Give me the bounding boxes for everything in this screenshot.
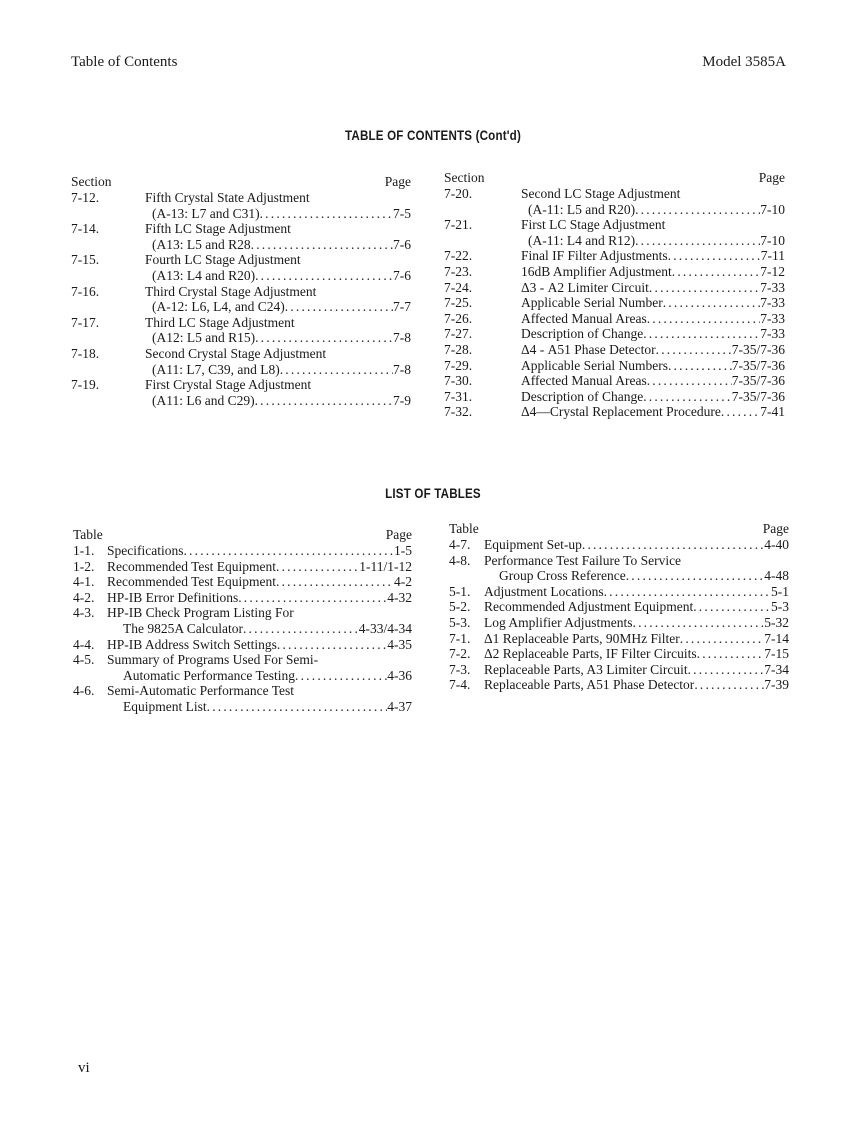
entry-line-final [73, 668, 412, 684]
entry-number: 7-25. [444, 295, 473, 311]
entry-number: 7-28. [444, 341, 473, 357]
toc-entry [449, 599, 789, 615]
entry-number: 1-2. [73, 558, 95, 574]
entry-text: Δ4 - A51 Phase Detector [521, 341, 656, 357]
entry-line-final [444, 373, 785, 389]
entry-number: 4-1. [73, 574, 95, 590]
entry-line-final [444, 311, 785, 327]
entry-page: 4-36 [387, 667, 412, 683]
entry-line-final [449, 646, 789, 662]
entry-text: (A11: L7, C39, and L8) [152, 361, 280, 377]
entry-page: 7-33 [760, 295, 785, 311]
entry-page: 7-35/7-36 [731, 341, 785, 357]
entry-text: First Crystal Stage Adjustment [145, 377, 312, 393]
dot-leader [668, 248, 761, 264]
entry-page: 7-41 [760, 404, 785, 420]
lot-right-column-header [449, 521, 789, 537]
page-label: Page [385, 527, 412, 542]
dot-leader [238, 590, 387, 606]
entry-text: Δ2 Replaceable Parts, IF Filter Circuits [484, 646, 697, 662]
entry-page: 1-5 [394, 543, 412, 558]
page-label: Page [758, 170, 785, 185]
entry-text: Replaceable Parts, A3 Limiter Circuit [484, 661, 688, 677]
entry-line-final [73, 637, 412, 653]
entry-line-final [71, 268, 411, 284]
entry-number: 4-8. [449, 552, 471, 568]
dot-leader [280, 362, 393, 378]
entry-line-final [444, 295, 785, 311]
toc-right-column [444, 170, 785, 420]
dot-leader [680, 631, 764, 647]
entry-line-final [73, 543, 412, 559]
dot-leader [643, 326, 760, 342]
table-label: Table [449, 521, 479, 536]
entry-text: (A-11: L4 and R12) [528, 232, 636, 248]
entry-page: 7-8 [393, 330, 411, 346]
entry-page: 4-35 [387, 636, 412, 652]
entry-number: 7-18. [71, 345, 100, 361]
entry-number: 7-31. [444, 388, 473, 404]
entry-line-final [449, 537, 789, 553]
entry-line [71, 252, 411, 268]
entry-line [444, 186, 785, 202]
entry-number: 7-30. [444, 373, 473, 389]
dot-leader [647, 311, 761, 327]
dot-leader [604, 584, 771, 600]
toc-entry [444, 295, 785, 311]
dot-leader [668, 358, 732, 374]
entry-page: 7-34 [764, 661, 789, 677]
entry-text: Recommended Test Equipment [107, 558, 277, 574]
dot-leader [693, 599, 771, 615]
entry-text: (A13: L4 and R20) [152, 267, 256, 283]
entry-line-final [449, 568, 789, 584]
toc-entry [444, 217, 785, 248]
entry-line [71, 315, 411, 331]
entry-page: 7-8 [393, 361, 411, 377]
entry-line-final [73, 559, 412, 575]
dot-leader [694, 677, 764, 693]
entry-number: 7-21. [444, 217, 473, 233]
dot-leader [649, 280, 760, 296]
entry-text: Recommended Adjustment Equipment [484, 599, 694, 615]
entry-number: 7-15. [71, 252, 100, 268]
running-header-title: Table of Contents [71, 54, 178, 70]
entry-text: Δ4—Crystal Replacement Procedure [521, 404, 721, 420]
dot-leader [183, 543, 394, 559]
entry-number: 7-27. [444, 326, 473, 342]
toc-entry [449, 677, 789, 693]
entry-number: 7-20. [444, 186, 473, 201]
entry-text: Adjustment Locations [484, 583, 604, 599]
entry-line [73, 605, 412, 621]
entry-page: 7-33 [760, 326, 785, 342]
toc-left-column-header [71, 174, 411, 190]
entry-number: 7-12. [71, 190, 100, 205]
toc-entry [444, 389, 785, 405]
lot-left-column-header [73, 527, 412, 543]
entry-page: 4-37 [387, 698, 412, 714]
entry-line [71, 377, 411, 393]
dot-leader [285, 299, 393, 315]
page-label: Page [762, 521, 789, 536]
entry-text: Fourth LC Stage Adjustment [145, 252, 301, 268]
entry-number: 4-3. [73, 605, 95, 621]
entry-number: 7-17. [71, 314, 100, 330]
table-label: Table [73, 527, 103, 542]
entry-text: Δ1 Replaceable Parts, 90MHz Filter [484, 630, 680, 646]
toc-entry [449, 646, 789, 662]
section-label: Section [444, 170, 485, 185]
entry-text: Second Crystal Stage Adjustment [145, 345, 327, 361]
toc-entry [449, 631, 789, 647]
toc-entry [71, 377, 411, 408]
entry-line-final [444, 358, 785, 374]
dot-leader [626, 568, 765, 584]
dot-leader [663, 295, 761, 311]
entry-text: HP-IB Check Program Listing For [107, 605, 294, 621]
toc-entry [73, 605, 412, 636]
entry-page: 7-35/7-36 [731, 373, 785, 389]
entry-text: Applicable Serial Number [521, 295, 663, 311]
dot-leader [688, 662, 765, 678]
toc-entry [71, 315, 411, 346]
toc-entry [71, 346, 411, 377]
entry-number: 5-1. [449, 583, 471, 599]
entry-text: Description of Change [521, 388, 644, 404]
entry-text: Affected Manual Areas [521, 310, 647, 326]
entry-line [71, 284, 411, 300]
entry-line-final [71, 330, 411, 346]
entry-line [73, 652, 412, 668]
entry-line-final [444, 202, 785, 218]
toc-entry [444, 326, 785, 342]
entry-page: 7-6 [393, 236, 411, 252]
entry-number: 7-23. [444, 263, 473, 279]
toc-entry [444, 248, 785, 264]
entry-line-final [444, 264, 785, 280]
toc-entry [73, 652, 412, 683]
entry-line-final [444, 342, 785, 358]
lot-left-column [73, 527, 412, 715]
toc-title: TABLE OF CONTENTS (Cont'd) [344, 128, 521, 143]
dot-leader [255, 268, 393, 284]
entry-line-final [73, 590, 412, 606]
entry-text: Δ3 - A2 Limiter Circuit [521, 279, 649, 295]
entry-number: 7-4. [449, 677, 471, 693]
entry-page: 7-12 [760, 263, 785, 279]
entry-text: First LC Stage Adjustment [521, 217, 666, 233]
dot-leader [277, 637, 387, 653]
entry-number: 7-2. [449, 646, 471, 662]
toc-entry [444, 404, 785, 420]
entry-page: 1-11/1-12 [359, 558, 412, 574]
entry-number: 4-5. [73, 652, 95, 668]
entry-line [71, 190, 411, 206]
lot-right-column [449, 521, 789, 693]
entry-text: Semi-Automatic Performance Test [107, 683, 295, 699]
entry-line-final [71, 299, 411, 315]
entry-text: (A-12: L6, L4, and C24) [152, 299, 285, 315]
entry-line-final [444, 404, 785, 420]
entry-text: 16dB Amplifier Adjustment [521, 263, 672, 279]
entry-page: 7-5 [393, 205, 411, 221]
toc-right-column-header [444, 170, 785, 186]
toc-entry [73, 637, 412, 653]
toc-entry [73, 559, 412, 575]
entry-text: Performance Test Failure To Service [484, 552, 682, 568]
toc-entry [73, 574, 412, 590]
entry-line [71, 221, 411, 237]
entry-line-final [71, 206, 411, 222]
toc-entry [71, 190, 411, 221]
entry-number: 7-26. [444, 310, 473, 326]
dot-leader [582, 537, 764, 553]
entry-line-final [71, 237, 411, 253]
toc-entry [444, 186, 785, 217]
entry-line-final [444, 326, 785, 342]
entry-line-final [73, 699, 412, 715]
toc-entry [449, 537, 789, 553]
entry-text: Recommended Test Equipment [107, 574, 277, 590]
entry-number: 7-3. [449, 661, 471, 677]
entry-page: 5-1 [771, 583, 789, 599]
dot-leader [721, 404, 760, 420]
dot-leader [207, 699, 388, 715]
entry-text: Replaceable Parts, A51 Phase Detector [484, 677, 695, 693]
toc-entry [449, 615, 789, 631]
dot-leader [635, 233, 760, 249]
dot-leader [295, 668, 387, 684]
dot-leader [255, 330, 393, 346]
entry-number: 4-2. [73, 589, 95, 605]
entry-text: Fifth LC Stage Adjustment [145, 221, 291, 237]
entry-text: (A13: L5 and R28 [152, 236, 251, 252]
entry-page: 7-9 [393, 392, 411, 408]
entry-page: 7-33 [760, 279, 785, 295]
entry-text: Equipment Set-up [484, 537, 582, 552]
entry-number: 7-22. [444, 248, 473, 264]
entry-text: Third LC Stage Adjustment [145, 314, 295, 330]
entry-text: Third Crystal Stage Adjustment [145, 283, 317, 299]
toc-entry [73, 543, 412, 559]
page-label: Page [384, 174, 411, 189]
entry-line-final [71, 362, 411, 378]
entry-number: 5-2. [449, 599, 471, 615]
toc-entry [449, 662, 789, 678]
entry-page: 4-48 [764, 568, 789, 584]
entry-text: Second LC Stage Adjustment [521, 186, 681, 201]
entry-page: 7-14 [764, 630, 789, 646]
dot-leader [643, 389, 732, 405]
entry-text: Log Amplifier Adjustments [484, 614, 633, 630]
entry-text: Equipment List [123, 698, 207, 714]
entry-line-final [449, 662, 789, 678]
entry-text: Affected Manual Areas [521, 373, 647, 389]
entry-page: 7-35/7-36 [731, 357, 785, 373]
entry-text: (A-13: L7 and C31) [152, 205, 260, 221]
entry-number: 7-19. [71, 377, 100, 393]
entry-page: 4-40 [764, 537, 789, 552]
entry-text: (A12: L5 and R15) [152, 330, 256, 346]
toc-entry [71, 221, 411, 252]
toc-left-column [71, 174, 411, 408]
entry-number: 7-16. [71, 283, 100, 299]
entry-page: 4-33/4-34 [358, 620, 412, 636]
dot-leader [697, 646, 765, 662]
toc-entry [444, 342, 785, 358]
toc-entry [444, 280, 785, 296]
dot-leader [276, 559, 359, 575]
entry-page: 7-7 [393, 299, 411, 315]
entry-line-final [73, 621, 412, 637]
toc-entry [71, 284, 411, 315]
entry-page: 7-11 [760, 248, 785, 264]
entry-page: 5-3 [771, 599, 789, 615]
entry-text: Fifth Crystal State Adjustment [145, 190, 310, 205]
entry-page: 7-39 [764, 677, 789, 693]
dot-leader [633, 615, 765, 631]
dot-leader [255, 393, 393, 409]
dot-leader [647, 373, 732, 389]
entry-number: 7-14. [71, 221, 100, 237]
entry-number: 7-29. [444, 357, 473, 373]
entry-number: 7-32. [444, 404, 473, 420]
entry-page: 7-15 [764, 646, 789, 662]
entry-line [73, 683, 412, 699]
entry-text: Applicable Serial Numbers [521, 357, 668, 373]
toc-entry [444, 373, 785, 389]
entry-line-final [444, 233, 785, 249]
entry-number: 4-6. [73, 683, 95, 699]
entry-line-final [73, 574, 412, 590]
toc-entry [444, 264, 785, 280]
entry-line [449, 553, 789, 569]
entry-text: (A-11: L5 and R20) [528, 201, 636, 217]
toc-entry [444, 358, 785, 374]
running-header-model: Model 3585A [702, 54, 786, 70]
toc-entry [73, 683, 412, 714]
dot-leader [672, 264, 761, 280]
entry-line-final [71, 393, 411, 409]
entry-number: 4-7. [449, 537, 471, 552]
entry-text: The 9825A Calculator [123, 620, 243, 636]
lot-title: LIST OF TABLES [385, 486, 481, 501]
entry-line [444, 217, 785, 233]
toc-entry [73, 590, 412, 606]
entry-page: 4-2 [394, 574, 412, 590]
entry-text: Summary of Programs Used For Semi- [107, 652, 319, 668]
entry-page: 7-6 [393, 267, 411, 283]
entry-number: 1-1. [73, 543, 95, 558]
entry-page: 5-32 [764, 614, 789, 630]
entry-page: 7-35/7-36 [731, 388, 785, 404]
entry-text: Specifications [107, 543, 184, 558]
entry-line-final [449, 584, 789, 600]
entry-line-final [449, 631, 789, 647]
entry-line-final [449, 677, 789, 693]
entry-page: 7-33 [760, 310, 785, 326]
dot-leader [243, 621, 359, 637]
entry-line-final [444, 389, 785, 405]
toc-entry [71, 252, 411, 283]
entry-text: Group Cross Reference [499, 568, 626, 584]
toc-entry [444, 311, 785, 327]
toc-entry [449, 553, 789, 584]
entry-number: 5-3. [449, 614, 471, 630]
entry-text: HP-IB Address Switch Settings [107, 636, 277, 652]
dot-leader [276, 574, 394, 590]
section-label: Section [71, 174, 112, 189]
dot-leader [656, 342, 732, 358]
entry-number: 7-24. [444, 279, 473, 295]
entry-line-final [444, 248, 785, 264]
dot-leader [635, 202, 760, 218]
entry-page: 4-32 [387, 589, 412, 605]
dot-leader [260, 206, 393, 222]
entry-page: 7-10 [760, 232, 785, 248]
dot-leader [251, 237, 393, 253]
page-number: vi [78, 1060, 90, 1076]
entry-text: (A11: L6 and C29) [152, 392, 255, 408]
entry-line-final [444, 280, 785, 296]
entry-line [71, 346, 411, 362]
toc-entry [449, 584, 789, 600]
entry-number: 4-4. [73, 636, 95, 652]
entry-text: Automatic Performance Testing [123, 667, 296, 683]
entry-line-final [449, 599, 789, 615]
entry-number: 7-1. [449, 630, 471, 646]
entry-page: 7-10 [760, 201, 785, 217]
entry-text: Description of Change [521, 326, 644, 342]
entry-text: Final IF Filter Adjustments [521, 248, 668, 264]
entry-text: HP-IB Error Definitions [107, 589, 239, 605]
entry-line-final [449, 615, 789, 631]
